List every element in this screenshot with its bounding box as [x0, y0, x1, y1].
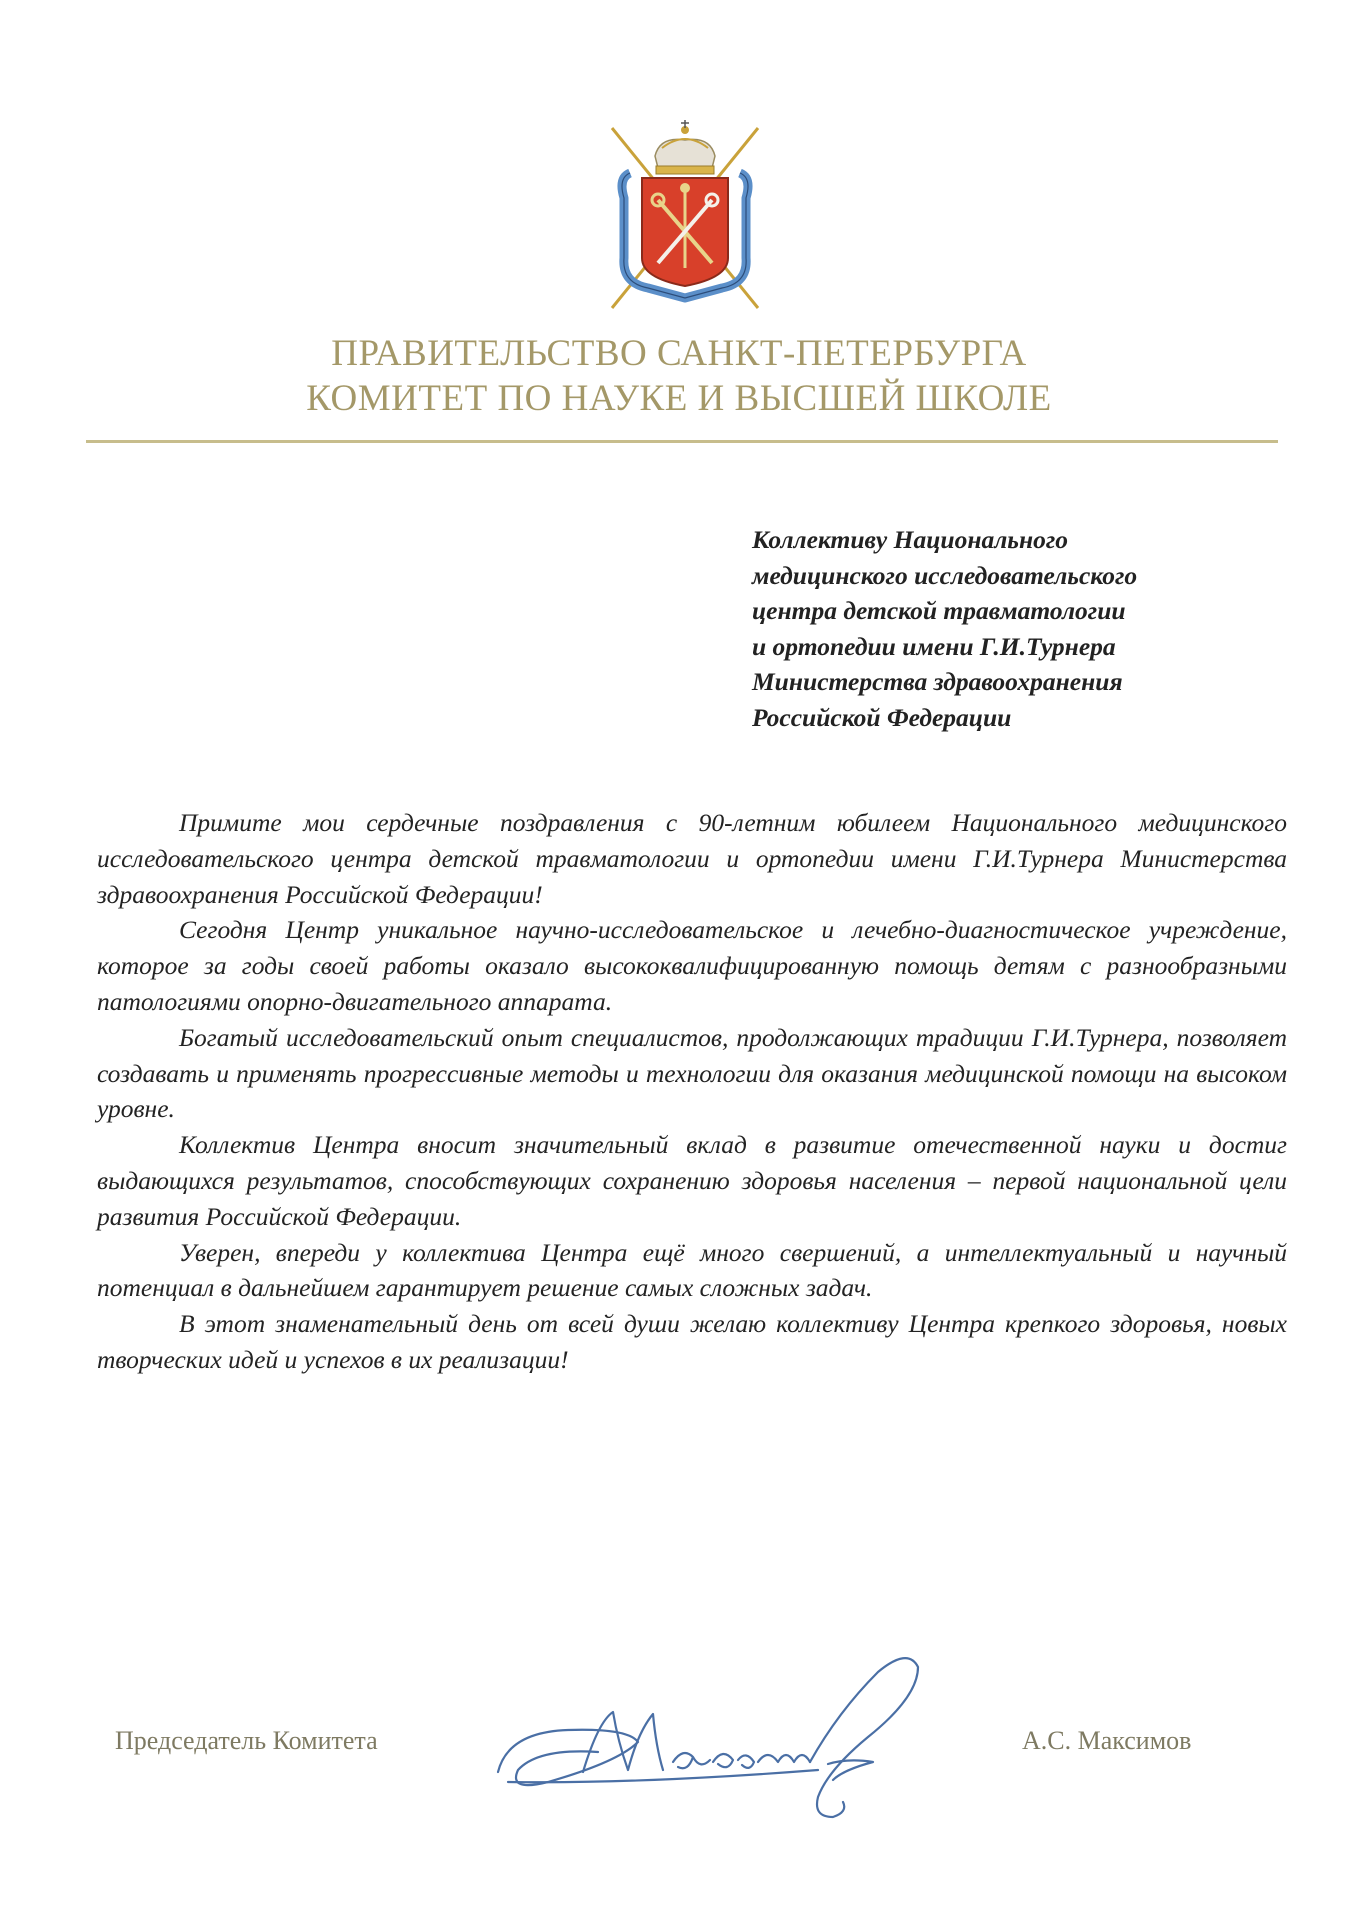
- addressee-line: медицинского исследовательского: [752, 560, 1138, 590]
- addressee-line: Коллективу Национального: [752, 525, 1069, 554]
- letterhead-divider: [86, 440, 1278, 443]
- addressee-line: Российской Федерации: [752, 702, 1012, 732]
- body-paragraph: Уверен, впереди у коллектива Центра ещё много свершений, а интеллектуальный и научный потенциал в дальнейшем гарантирует решение самых сложных задач.: [97, 1237, 1287, 1303]
- letterhead-committee: КОМИТЕТ ПО НАУКЕ И ВЫСШЕЙ ШКОЛЕ: [306, 378, 1052, 419]
- body-paragraph: Примите мои сердечные поздравления с 90-летним юбилеем Национального медицинского исследовательского центра детской травматологии и ортопедии имени Г.И.Турнера Министерства здравоохранения Российской Федерации!: [97, 808, 1287, 909]
- body-paragraph: Коллектив Центра вносит значительный вклад в развитие отечественной науки и достиг выдающихся результатов, способствующих сохранению здоровья населения – первой национальной цели развития Российской Федерации.: [97, 1130, 1287, 1231]
- body-paragraph: Сегодня Центр уникальное научно-исследовательское и лечебно-диагностическое учреждение, которое за годы своей работы оказало высококвалифицированную помощь детям с разнообразными патологиями опорно-двигательного аппарата.: [97, 915, 1287, 1016]
- letterhead-government: ПРАВИТЕЛЬСТВО САНКТ-ПЕТЕРБУРГА: [331, 333, 1027, 374]
- coat-of-arms-emblem: [600, 118, 770, 318]
- addressee-block: [752, 522, 1312, 735]
- handwritten-signature: [488, 1652, 948, 1827]
- body-paragraph: Богатый исследовательский опыт специалистов, продолжающих традиции Г.И.Турнера, позволяет создавать и применять прогрессивные методы и технологии для оказания медицинской помощи на высоком уровне.: [97, 1022, 1287, 1124]
- letter-body: [97, 805, 1287, 1378]
- body-paragraph: В этот знаменательный день от всей души желаю коллективу Центра крепкого здоровья, новых творческих идей и успехов в их реализации!: [97, 1309, 1287, 1374]
- signatory-name: А.С. Максимов: [1022, 1726, 1192, 1755]
- addressee-line: центра детской травматологии: [752, 596, 1126, 625]
- addressee-line: Министерства здравоохранения: [752, 667, 1123, 696]
- addressee-line: и ортопедии имени Г.И.Турнера: [752, 631, 1116, 661]
- signatory-title: Председатель Комитета: [115, 1726, 378, 1755]
